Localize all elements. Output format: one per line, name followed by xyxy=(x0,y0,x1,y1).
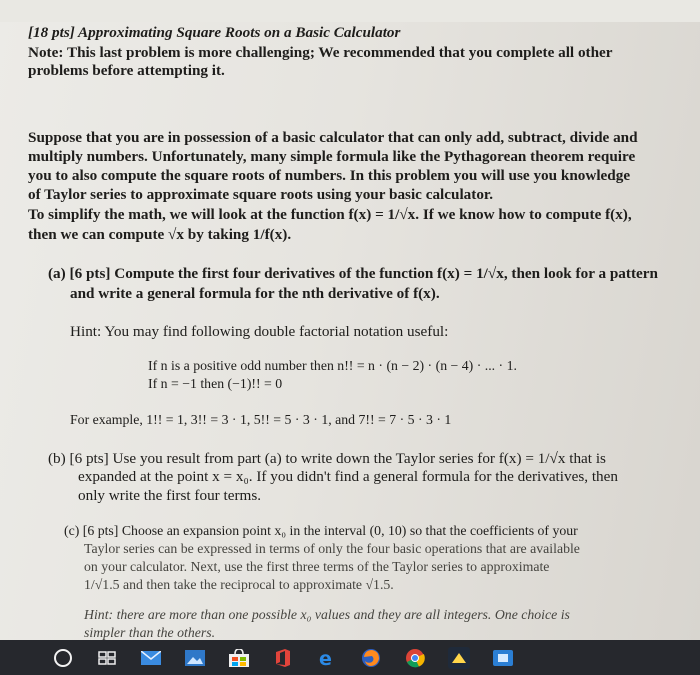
edge-icon[interactable] xyxy=(316,647,338,669)
photos-icon[interactable] xyxy=(184,647,206,669)
part-b-line-3: only write the first four terms. xyxy=(78,487,262,504)
part-a-example: For example, 1!! = 1, 3!! = 3 · 1, 5!! = 5 · 3 · 1, and 7!! = 7 · 5 · 3 · 1 xyxy=(70,412,452,427)
firefox-icon[interactable] xyxy=(360,647,382,669)
start-circle-icon[interactable] xyxy=(52,647,74,669)
part-a-line-1: (a) [6 pts] Compute the first four derivatives of the function f(x) = 1/√x, then look for a pattern xyxy=(48,265,658,282)
note-line-1: Note: This last problem is more challenging; We recommended that you complete all other xyxy=(28,44,613,61)
intro-line-5: To simplify the math, we will look at the function f(x) = 1/√x. If we know how to compute f(x), xyxy=(28,206,632,223)
mail-icon[interactable] xyxy=(140,647,162,669)
part-a-hint: Hint: You may find following double factorial notation useful: xyxy=(70,323,449,340)
note-line-2: problems before attempting it. xyxy=(28,62,225,79)
part-a-line-2: and write a general formula for the nth derivative of f(x). xyxy=(70,285,440,302)
chrome-icon[interactable] xyxy=(404,647,426,669)
media-icon[interactable] xyxy=(492,647,514,669)
part-b-line-2: expanded at the point x = x₀. If you didn't find a general formula for the derivatives, then xyxy=(78,468,618,485)
task-view-icon[interactable] xyxy=(96,647,118,669)
part-c-hint-2: simpler than the others. xyxy=(84,625,216,640)
part-c-line-1: (c) [6 pts] Choose an expansion point x₀ in the interval (0, 10) so that the coefficients of your xyxy=(64,523,578,538)
part-b-line-1: (b) [6 pts] Use you result from part (a) to write down the Taylor series for f(x) = 1/√x that is xyxy=(48,450,606,467)
part-c-line-2: Taylor series can be expressed in terms of only the four basic operations that are available xyxy=(84,541,580,556)
part-a-rule-2: If n = −1 then (−1)!! = 0 xyxy=(148,376,283,391)
taskbar xyxy=(0,640,700,675)
intro-line-2: multiply numbers. Unfortunately, many simple formula like the Pythagorean theorem require xyxy=(28,148,636,165)
svg-text:e: e xyxy=(319,647,332,668)
intro-line-4: of Taylor series to approximate square roots using your basic calculator. xyxy=(28,186,494,203)
intro-line-3: you to also compute the square roots of numbers. In this problem you will use you knowledge xyxy=(28,167,631,184)
part-c-hint-1: Hint: there are more than one possible x₀ values and they are all integers. One choice is xyxy=(84,607,570,622)
part-c-line-4: 1/√1.5 and then take the reciprocal to approximate √1.5. xyxy=(84,577,394,592)
store-icon[interactable] xyxy=(228,647,250,669)
intro-line-6: then we can compute √x by taking 1/f(x). xyxy=(28,226,292,243)
page-top-strip xyxy=(0,0,700,22)
problem-title: [18 pts] Approximating Square Roots on a Basic Calculator xyxy=(28,24,401,41)
part-c-line-3: on your calculator. Next, use the first three terms of the Taylor series to approximate xyxy=(84,559,550,574)
app-icon[interactable] xyxy=(448,647,470,669)
part-a-rule-1: If n is a positive odd number then n!! = n · (n − 2) · (n − 4) · ... · 1. xyxy=(148,358,517,373)
intro-line-1: Suppose that you are in possession of a basic calculator that can only add, subtract, divide and xyxy=(28,129,638,146)
office-icon[interactable] xyxy=(272,647,294,669)
